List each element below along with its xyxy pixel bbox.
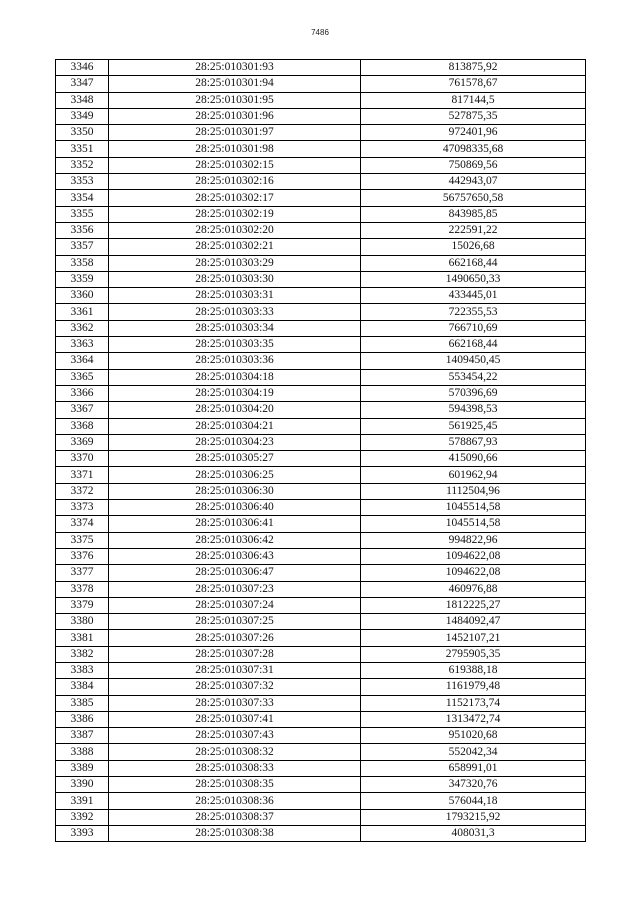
cadastral-number-cell: 28:25:010304:20	[109, 402, 361, 418]
cadastral-number-cell: 28:25:010306:25	[109, 467, 361, 483]
cadastral-number-cell: 28:25:010301:96	[109, 108, 361, 124]
value-cell: 594398,53	[361, 402, 586, 418]
table-row	[56, 516, 586, 532]
table-row	[56, 825, 586, 841]
table-row	[56, 500, 586, 516]
table-row	[56, 206, 586, 222]
row-number-cell: 3376	[56, 548, 109, 564]
value-cell: 56757650,58	[361, 190, 586, 206]
cadastral-number-cell: 28:25:010308:33	[109, 760, 361, 776]
value-cell: 972401,96	[361, 125, 586, 141]
value-cell: 561925,45	[361, 418, 586, 434]
table-row	[56, 434, 586, 450]
table-row	[56, 337, 586, 353]
value-cell: 433445,01	[361, 288, 586, 304]
value-cell: 619388,18	[361, 662, 586, 678]
row-number-cell: 3367	[56, 402, 109, 418]
cadastral-number-cell: 28:25:010306:47	[109, 565, 361, 581]
cadastral-number-cell: 28:25:010303:29	[109, 255, 361, 271]
value-cell: 662168,44	[361, 255, 586, 271]
value-cell: 813875,92	[361, 60, 586, 76]
value-cell: 576044,18	[361, 793, 586, 809]
table-row	[56, 711, 586, 727]
table-row	[56, 695, 586, 711]
row-number-cell: 3378	[56, 581, 109, 597]
row-number-cell: 3386	[56, 711, 109, 727]
table-row	[56, 809, 586, 825]
value-cell: 1812225,27	[361, 597, 586, 613]
row-number-cell: 3362	[56, 320, 109, 336]
table-row	[56, 451, 586, 467]
cadastral-number-cell: 28:25:010302:21	[109, 239, 361, 255]
value-cell: 951020,68	[361, 728, 586, 744]
value-cell: 1045514,58	[361, 516, 586, 532]
page-number: 7486	[311, 28, 329, 37]
row-number-cell: 3387	[56, 728, 109, 744]
value-cell: 415090,66	[361, 451, 586, 467]
table-row	[56, 288, 586, 304]
table-row	[56, 418, 586, 434]
table-row	[56, 157, 586, 173]
cadastral-number-cell: 28:25:010306:40	[109, 500, 361, 516]
value-cell: 570396,69	[361, 385, 586, 401]
value-cell: 460976,88	[361, 581, 586, 597]
row-number-cell: 3358	[56, 255, 109, 271]
cadastral-number-cell: 28:25:010305:27	[109, 451, 361, 467]
table-row	[56, 141, 586, 157]
cadastral-number-cell: 28:25:010307:32	[109, 679, 361, 695]
row-number-cell: 3371	[56, 467, 109, 483]
table-row	[56, 777, 586, 793]
value-cell: 1112504,96	[361, 483, 586, 499]
cadastral-number-cell: 28:25:010302:20	[109, 222, 361, 238]
table-row	[56, 532, 586, 548]
row-number-cell: 3383	[56, 662, 109, 678]
row-number-cell: 3385	[56, 695, 109, 711]
row-number-cell: 3355	[56, 206, 109, 222]
cadastral-number-cell: 28:25:010307:31	[109, 662, 361, 678]
table-body	[56, 60, 586, 842]
row-number-cell: 3368	[56, 418, 109, 434]
value-cell: 1793215,92	[361, 809, 586, 825]
cadastral-number-cell: 28:25:010304:21	[109, 418, 361, 434]
value-cell: 1313472,74	[361, 711, 586, 727]
row-number-cell: 3363	[56, 337, 109, 353]
cadastral-number-cell: 28:25:010306:30	[109, 483, 361, 499]
row-number-cell: 3357	[56, 239, 109, 255]
table-row	[56, 548, 586, 564]
row-number-cell: 3372	[56, 483, 109, 499]
row-number-cell: 3369	[56, 434, 109, 450]
value-cell: 15026,68	[361, 239, 586, 255]
cadastral-number-cell: 28:25:010304:18	[109, 369, 361, 385]
value-cell: 1484092,47	[361, 614, 586, 630]
row-number-cell: 3382	[56, 646, 109, 662]
table-row	[56, 255, 586, 271]
cadastral-number-cell: 28:25:010303:31	[109, 288, 361, 304]
table-row	[56, 239, 586, 255]
value-cell: 658991,01	[361, 760, 586, 776]
cadastral-number-cell: 28:25:010302:17	[109, 190, 361, 206]
table-row	[56, 76, 586, 92]
row-number-cell: 3373	[56, 500, 109, 516]
row-number-cell: 3347	[56, 76, 109, 92]
row-number-cell: 3381	[56, 630, 109, 646]
table-row	[56, 60, 586, 76]
value-cell: 843985,85	[361, 206, 586, 222]
table-row	[56, 174, 586, 190]
cadastral-number-cell: 28:25:010306:42	[109, 532, 361, 548]
table-row	[56, 793, 586, 809]
cadastral-number-cell: 28:25:010308:37	[109, 809, 361, 825]
cadastral-number-cell: 28:25:010302:15	[109, 157, 361, 173]
row-number-cell: 3390	[56, 777, 109, 793]
cadastral-number-cell: 28:25:010307:25	[109, 614, 361, 630]
cadastral-number-cell: 28:25:010307:33	[109, 695, 361, 711]
value-cell: 47098335,68	[361, 141, 586, 157]
table-row	[56, 402, 586, 418]
table-row	[56, 222, 586, 238]
cadastral-number-cell: 28:25:010307:41	[109, 711, 361, 727]
row-number-cell: 3392	[56, 809, 109, 825]
row-number-cell: 3359	[56, 271, 109, 287]
row-number-cell: 3388	[56, 744, 109, 760]
cadastral-number-cell: 28:25:010303:30	[109, 271, 361, 287]
table-row	[56, 662, 586, 678]
row-number-cell: 3374	[56, 516, 109, 532]
table-row	[56, 614, 586, 630]
row-number-cell: 3349	[56, 108, 109, 124]
cadastral-number-cell: 28:25:010303:35	[109, 337, 361, 353]
value-cell: 1409450,45	[361, 353, 586, 369]
table-row	[56, 728, 586, 744]
row-number-cell: 3380	[56, 614, 109, 630]
table-row	[56, 108, 586, 124]
row-number-cell: 3364	[56, 353, 109, 369]
value-cell: 1152173,74	[361, 695, 586, 711]
value-cell: 553454,22	[361, 369, 586, 385]
value-cell: 1452107,21	[361, 630, 586, 646]
value-cell: 994822,96	[361, 532, 586, 548]
table-row	[56, 744, 586, 760]
value-cell: 601962,94	[361, 467, 586, 483]
table-row	[56, 304, 586, 320]
cadastral-number-cell: 28:25:010306:41	[109, 516, 361, 532]
cadastral-number-cell: 28:25:010303:33	[109, 304, 361, 320]
table-row	[56, 565, 586, 581]
value-cell: 552042,34	[361, 744, 586, 760]
row-number-cell: 3353	[56, 174, 109, 190]
cadastral-number-cell: 28:25:010301:93	[109, 60, 361, 76]
cadastral-number-cell: 28:25:010307:26	[109, 630, 361, 646]
row-number-cell: 3393	[56, 825, 109, 841]
cadastral-number-cell: 28:25:010308:32	[109, 744, 361, 760]
row-number-cell: 3350	[56, 125, 109, 141]
row-number-cell: 3365	[56, 369, 109, 385]
value-cell: 1490650,33	[361, 271, 586, 287]
value-cell: 527875,35	[361, 108, 586, 124]
value-cell: 578867,93	[361, 434, 586, 450]
table-row	[56, 125, 586, 141]
cadastral-number-cell: 28:25:010304:23	[109, 434, 361, 450]
value-cell: 2795905,35	[361, 646, 586, 662]
cadastral-number-cell: 28:25:010308:35	[109, 777, 361, 793]
cadastral-number-cell: 28:25:010306:43	[109, 548, 361, 564]
row-number-cell: 3360	[56, 288, 109, 304]
row-number-cell: 3389	[56, 760, 109, 776]
cadastral-number-cell: 28:25:010307:24	[109, 597, 361, 613]
row-number-cell: 3354	[56, 190, 109, 206]
value-cell: 1094622,08	[361, 548, 586, 564]
cadastral-value-table	[55, 59, 586, 842]
table-row	[56, 92, 586, 108]
table-row	[56, 483, 586, 499]
table-row	[56, 385, 586, 401]
row-number-cell: 3384	[56, 679, 109, 695]
table-row	[56, 646, 586, 662]
table-row	[56, 353, 586, 369]
value-cell: 750869,56	[361, 157, 586, 173]
cadastral-number-cell: 28:25:010301:94	[109, 76, 361, 92]
cadastral-number-cell: 28:25:010301:97	[109, 125, 361, 141]
row-number-cell: 3370	[56, 451, 109, 467]
row-number-cell: 3348	[56, 92, 109, 108]
value-cell: 1045514,58	[361, 500, 586, 516]
value-cell: 222591,22	[361, 222, 586, 238]
row-number-cell: 3346	[56, 60, 109, 76]
cadastral-number-cell: 28:25:010308:36	[109, 793, 361, 809]
value-cell: 817144,5	[361, 92, 586, 108]
value-cell: 766710,69	[361, 320, 586, 336]
cadastral-number-cell: 28:25:010301:95	[109, 92, 361, 108]
row-number-cell: 3351	[56, 141, 109, 157]
value-cell: 442943,07	[361, 174, 586, 190]
row-number-cell: 3352	[56, 157, 109, 173]
cadastral-number-cell: 28:25:010307:43	[109, 728, 361, 744]
table-row	[56, 271, 586, 287]
table-row	[56, 320, 586, 336]
value-cell: 761578,67	[361, 76, 586, 92]
row-number-cell: 3366	[56, 385, 109, 401]
cadastral-number-cell: 28:25:010302:19	[109, 206, 361, 222]
table-row	[56, 467, 586, 483]
cadastral-number-cell: 28:25:010307:23	[109, 581, 361, 597]
value-cell: 1161979,48	[361, 679, 586, 695]
value-cell: 408031,3	[361, 825, 586, 841]
cadastral-number-cell: 28:25:010303:36	[109, 353, 361, 369]
cadastral-number-cell: 28:25:010307:28	[109, 646, 361, 662]
row-number-cell: 3377	[56, 565, 109, 581]
table-row	[56, 760, 586, 776]
row-number-cell: 3379	[56, 597, 109, 613]
value-cell: 662168,44	[361, 337, 586, 353]
table-row	[56, 190, 586, 206]
table-row	[56, 630, 586, 646]
table-row	[56, 679, 586, 695]
row-number-cell: 3375	[56, 532, 109, 548]
cadastral-number-cell: 28:25:010308:38	[109, 825, 361, 841]
value-cell: 722355,53	[361, 304, 586, 320]
row-number-cell: 3361	[56, 304, 109, 320]
cadastral-number-cell: 28:25:010303:34	[109, 320, 361, 336]
cadastral-number-cell: 28:25:010301:98	[109, 141, 361, 157]
value-cell: 1094622,08	[361, 565, 586, 581]
table-row	[56, 597, 586, 613]
cadastral-number-cell: 28:25:010304:19	[109, 385, 361, 401]
row-number-cell: 3356	[56, 222, 109, 238]
value-cell: 347320,76	[361, 777, 586, 793]
row-number-cell: 3391	[56, 793, 109, 809]
cadastral-number-cell: 28:25:010302:16	[109, 174, 361, 190]
table-row	[56, 369, 586, 385]
table-row	[56, 581, 586, 597]
